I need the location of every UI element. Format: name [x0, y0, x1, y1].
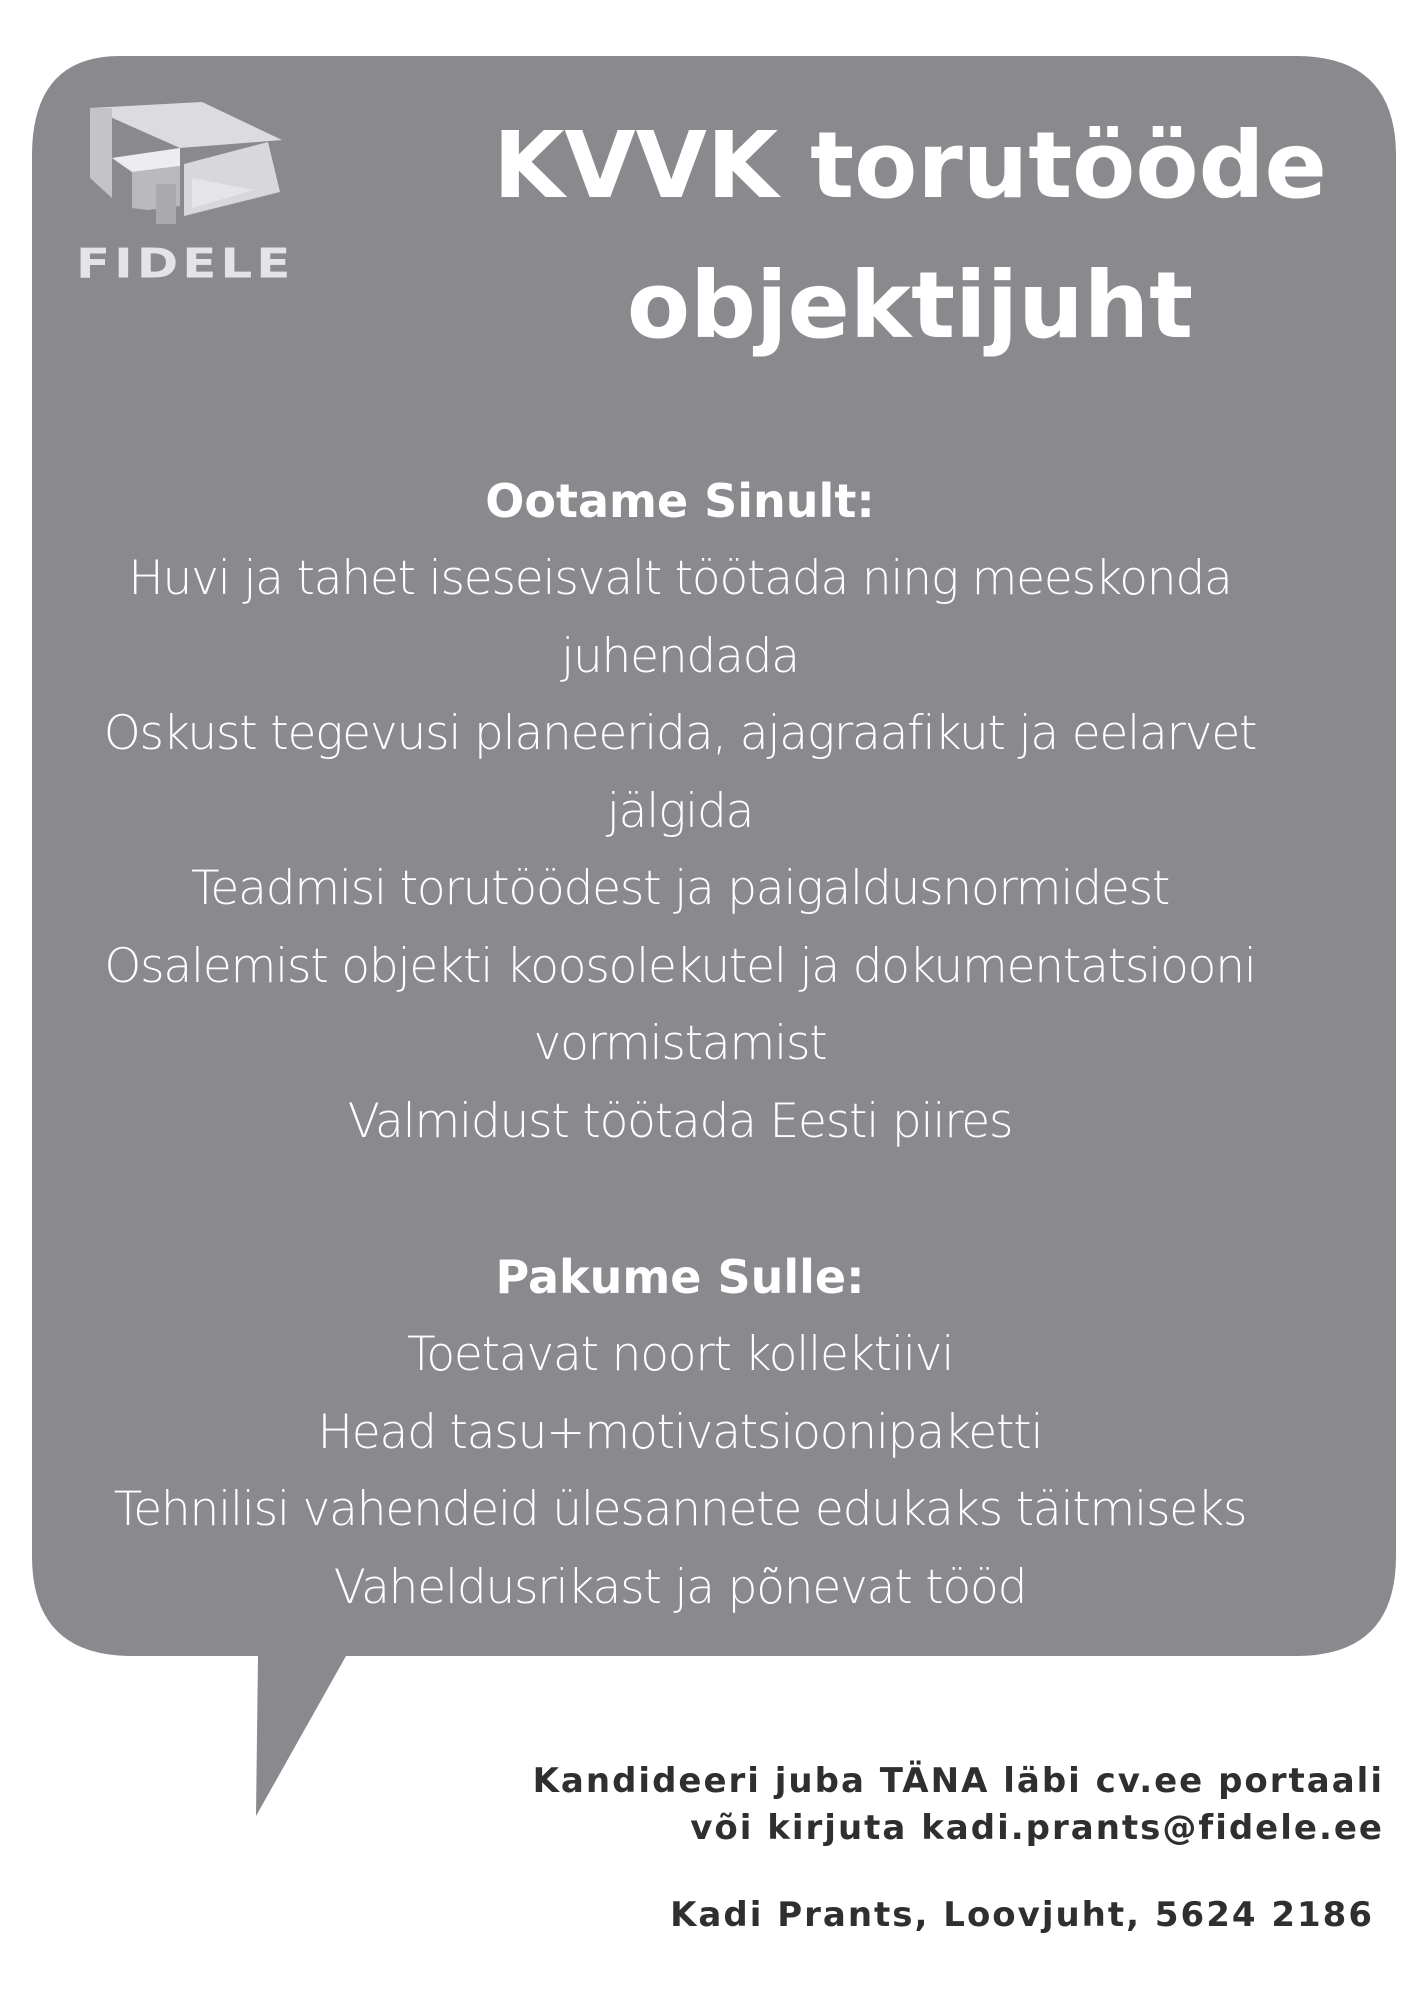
expect-line: Osalemist objekti koosolekutel ja dokumentatsiooni: [104, 938, 1256, 994]
title-line-2: objektijuht: [626, 252, 1194, 359]
apply-line-2: või kirjuta kadi.prants@fidele.ee: [690, 1808, 1384, 1848]
offer-line: Vaheldusrikast ja põnevat tööd: [333, 1559, 1027, 1615]
logo-wordmark: FIDELE: [76, 240, 295, 288]
expect-line: juhendada: [561, 628, 799, 684]
expect-line: Teadmisi torutöödest ja paigaldusnormidest: [190, 861, 1170, 916]
apply-line-1: Kandideeri juba TÄNA läbi cv.ee portaali: [532, 1761, 1384, 1801]
page-title: [440, 96, 1380, 376]
offer-line: Tehnilisi vahendeid ülesannete edukaks täitmiseks: [113, 1482, 1247, 1537]
bubble-content: [32, 462, 1328, 1626]
section-spacer: [32, 1160, 1328, 1238]
offer-line: Head tasu+motivatsioonipaketti: [317, 1404, 1043, 1460]
footer: [384, 1758, 1384, 1939]
title-line-1: KVVK torutööde: [493, 112, 1327, 219]
expect-line: jälgida: [606, 783, 754, 839]
offer-line: Toetavat noort kollektiivi: [406, 1327, 954, 1382]
expect-line: vormistamist: [533, 1016, 827, 1071]
contact-info: Kadi Prants, Loovjuht, 5624 2186: [670, 1895, 1374, 1935]
expect-line: Valmidust töötada Eesti piires: [347, 1093, 1013, 1149]
expect-heading: Ootame Sinult:: [485, 474, 875, 528]
expect-line: Huvi ja tahet iseseisvalt töötada ning meeskonda: [128, 551, 1232, 606]
offer-heading: Pakume Sulle:: [495, 1250, 865, 1304]
expect-line: Oskust tegevusi planeerida, ajagraafikut ja eelarvet: [103, 706, 1257, 761]
